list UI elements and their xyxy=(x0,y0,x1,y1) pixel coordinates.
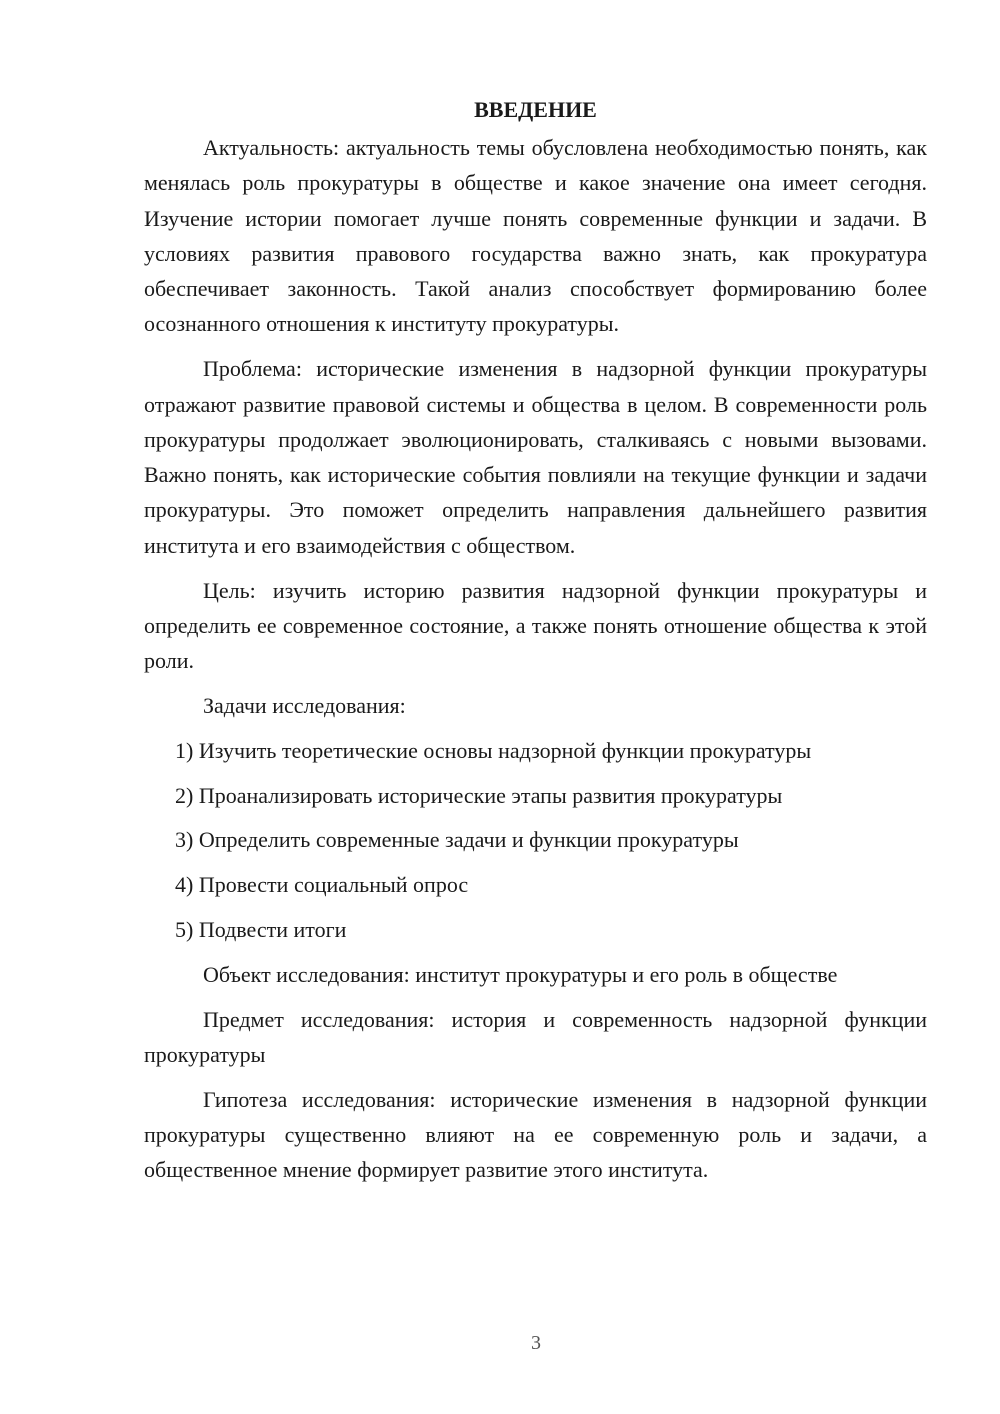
paragraph-goal: Цель: изучить историю развития надзорной функции прокуратуры и определить ее современное состояние, а также понять отношение общества к этой роли. xyxy=(144,577,927,674)
list-item: 5) Подвести итоги xyxy=(175,916,347,942)
page-number: 3 xyxy=(531,1332,541,1354)
paragraph-object: Объект исследования: институт прокуратуры и его роль в обществе xyxy=(203,961,838,987)
list-item: 2) Проанализировать исторические этапы развития прокуратуры xyxy=(175,782,783,808)
list-item: 3) Определить современные задачи и функции прокуратуры xyxy=(175,827,739,853)
list-item: 1) Изучить теоретические основы надзорной функции прокуратуры xyxy=(175,737,812,763)
list-item: 4) Провести социальный опрос xyxy=(175,872,469,898)
tasks-heading: Задачи исследования: xyxy=(203,692,406,718)
paragraph-problem: Проблема: исторические изменения в надзорной функции прокуратуры отражают развитие правовой системы и общества в целом. В современности роль прокуратуры продолжает эволюционировать, сталкиваясь с новыми вызовами. Важно понять, как исторические события повлияли на текущие функции и задачи прокуратуры. Это поможет определить направления дальнейшего развития института и его взаимодействия с обществом. xyxy=(144,356,927,558)
document-page xyxy=(144,92,927,1197)
paragraph-hypothesis: Гипотеза исследования: исторические изменения в надзорной функции прокуратуры существенно влияют на ее современную роль и задачи, а общественное мнение формирует развитие этого института. xyxy=(144,1086,927,1183)
paragraph-subject: Предмет исследования: история и современность надзорной функции прокуратуры xyxy=(144,1006,927,1067)
tasks-list xyxy=(144,733,927,947)
page-title: ВВЕДЕНИЕ xyxy=(474,97,597,122)
paragraph-relevance: Актуальность: актуальность темы обусловлена необходимостью понять, как менялась роль прокуратуры в обществе и какое значение она имеет сегодня. Изучение истории помогает лучше понять современные функции и задачи. В условиях развития правового государства важно знать, как прокуратура обеспечивает законность. Такой анализ способствует формированию более осознанного отношения к институту прокуратуры. xyxy=(144,135,927,337)
